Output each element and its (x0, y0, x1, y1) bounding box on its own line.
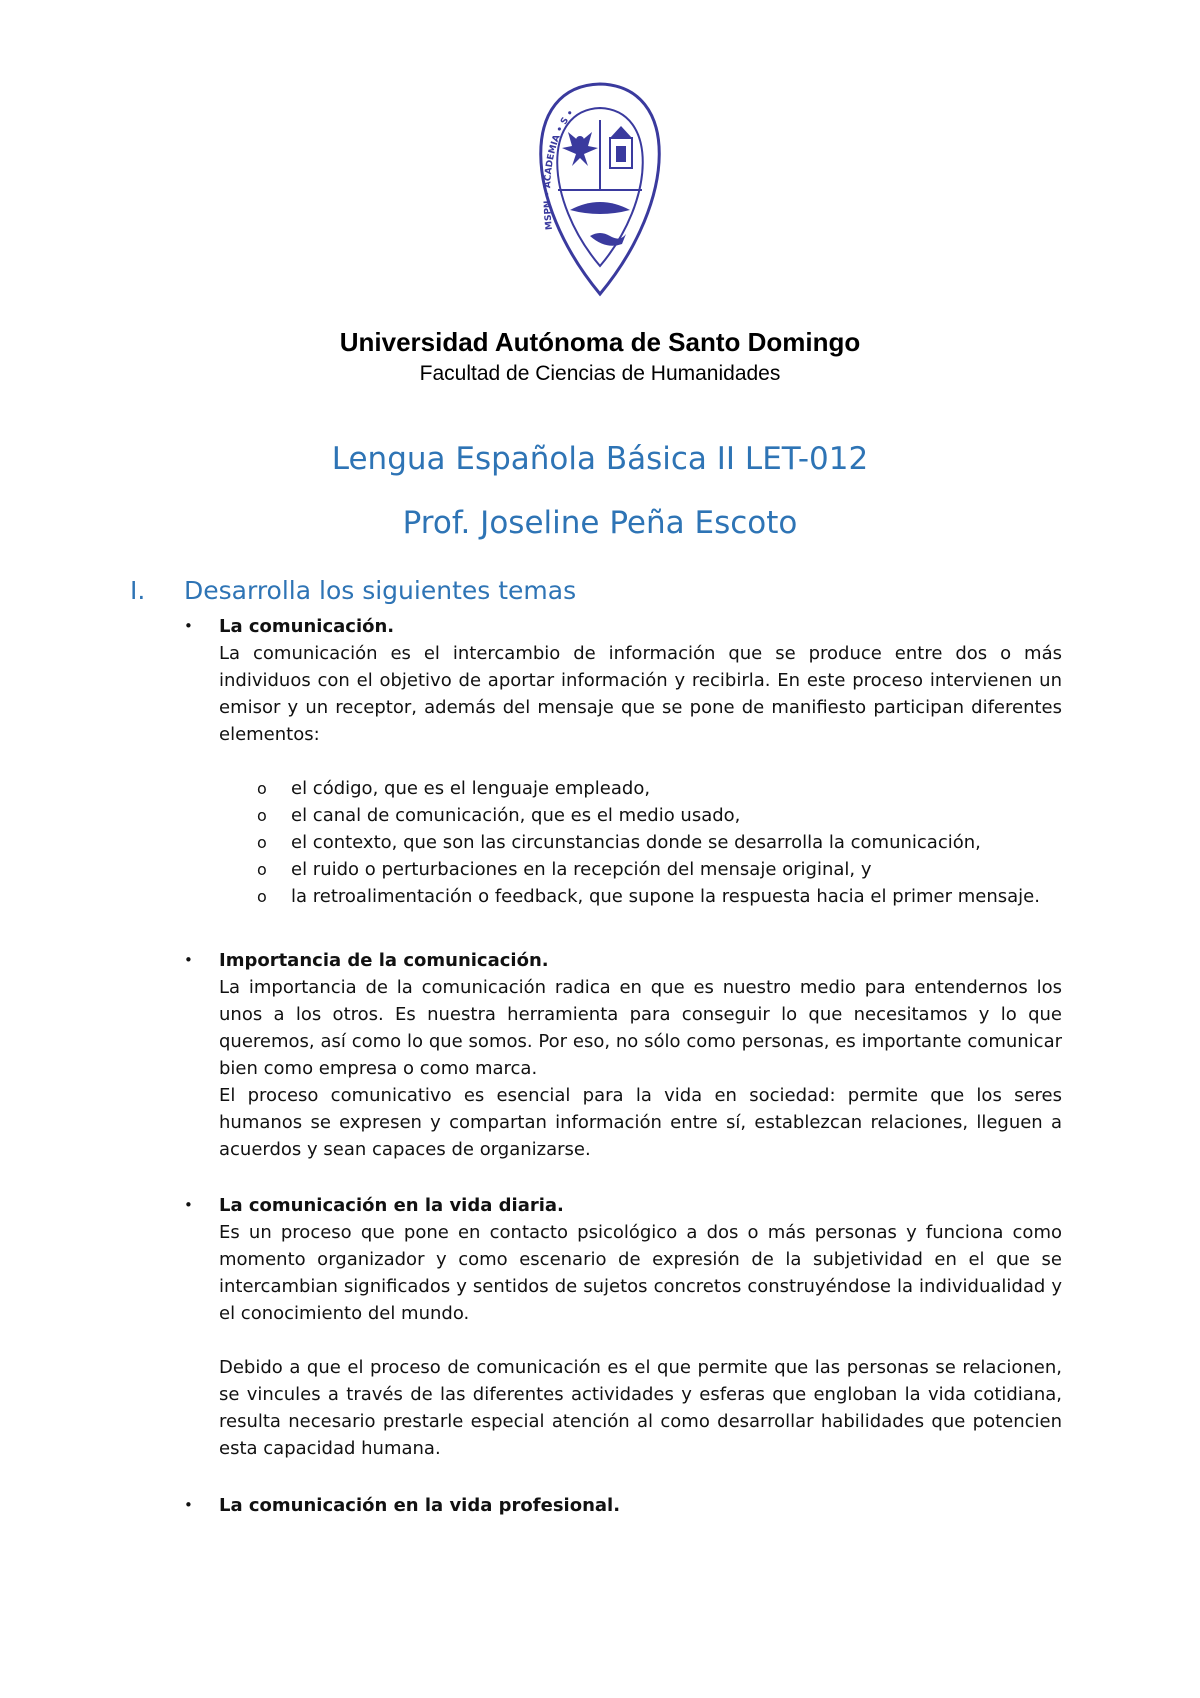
topic-item (184, 1492, 1062, 1519)
list-item: o el ruido o perturbaciones en la recepción del mensaje original, y (219, 856, 1062, 883)
section-heading (130, 576, 576, 605)
sub-bullet-icon: o (257, 779, 267, 798)
list-item: o el canal de comunicación, que es el medio usado, (219, 802, 1062, 829)
faculty-name: Facultad de Ciencias de Humanidades (419, 362, 781, 385)
topic-paragraph: El proceso comunicativo es esencial para la vida en sociedad: permite que los seres humanos se expresen y compartan información entre sí, establezcan relaciones, lleguen a acuerdos y sean capaces de organizarse. (219, 1085, 1062, 1160)
section-number: I. (130, 576, 146, 605)
topic-item (184, 1192, 1062, 1462)
element-list (219, 775, 1062, 910)
topic-item (184, 613, 1062, 910)
bullet-icon: • (184, 1496, 193, 1514)
course-title: Lengua Española Básica II LET-012 (331, 441, 869, 477)
topic-title: La comunicación en la vida diaria. (219, 1195, 564, 1216)
topic-item (184, 947, 1062, 1163)
university-name: Universidad Autónoma de Santo Domingo (339, 327, 861, 357)
list-item: o la retroalimentación o feedback, que supone la respuesta hacia el primer mensaje. (219, 883, 1062, 910)
professor-name: Prof. Joseline Peña Escoto (402, 505, 798, 541)
topic-paragraph: La importancia de la comunicación radica en que es nuestro medio para entendernos los unos a los otros. Es nuestra herramienta para conseguir lo que necesitamos y lo que queremos, así como lo que somos. Por eso, no sólo como personas, es importante comunicar bien como empresa o como marca. (219, 977, 1062, 1079)
bullet-icon: • (184, 617, 193, 635)
list-item: o el contexto, que son las circunstancias donde se desarrolla la comunicación, (219, 829, 1062, 856)
topic-title: Importancia de la comunicación. (219, 950, 549, 971)
sub-bullet-icon: o (257, 887, 267, 906)
svg-text:MSPN • ACADEMIA • S • (543, 108, 576, 230)
sub-bullet-icon: o (257, 860, 267, 879)
topic-paragraph: Es un proceso que pone en contacto psicológico a dos o más personas y funciona como momento organizador y como escenario de expresión de la subjetividad en el que se intercambian significados y sentidos de sujetos concretos construyéndose la individualidad y el conocimiento del mundo. (219, 1222, 1062, 1324)
topic-title: La comunicación. (219, 616, 395, 637)
university-seal-icon (530, 80, 670, 298)
topic-paragraph: Debido a que el proceso de comunicación es el que permite que las personas se relacionen, se vincules a través de las diferentes actividades y esferas que engloban la vida cotidiana, resulta necesario prestarle especial atención al como desarrollar habilidades que potencien esta capacidad humana. (219, 1357, 1062, 1459)
sub-bullet-icon: o (257, 806, 267, 825)
list-item: o el código, que es el lenguaje empleado, (219, 775, 1062, 802)
topic-title: La comunicación en la vida profesional. (219, 1495, 621, 1516)
section-title: Desarrolla los siguientes temas (184, 576, 577, 605)
seal-motto: MSPN • ACADEMIA • S • (542, 108, 577, 231)
bullet-icon: • (184, 951, 193, 969)
topic-paragraph: La comunicación es el intercambio de información que se produce entre dos o más individuos con el objetivo de aportar información y recibirla. En este proceso intervienen un emisor y un receptor, además del mensaje que se pone de manifiesto participan diferentes elementos: (219, 643, 1062, 745)
bullet-icon: • (184, 1196, 193, 1214)
sub-bullet-icon: o (257, 833, 267, 852)
